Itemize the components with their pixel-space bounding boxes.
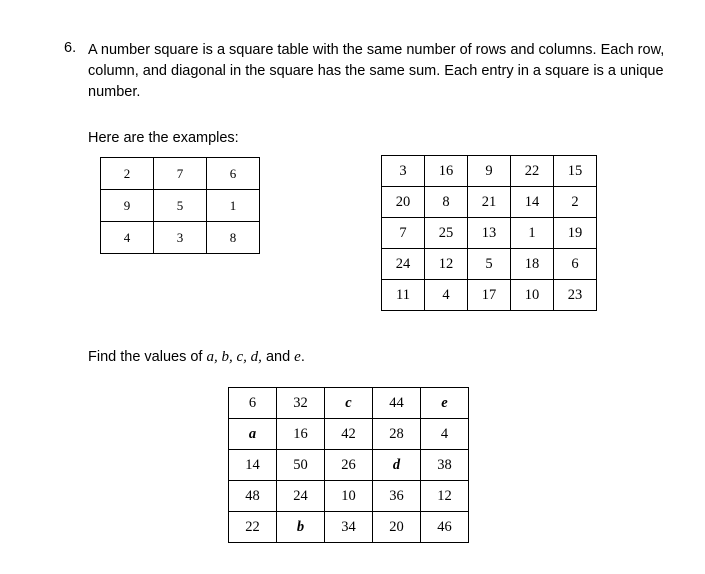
example-5x5-cell: 10 (511, 280, 554, 311)
example-5x5-cell: 1 (511, 218, 554, 249)
example-3x3-cell: 1 (207, 190, 260, 222)
example-5x5-cell: 16 (425, 156, 468, 187)
problem-cell: 42 (325, 419, 373, 450)
example-5x5-row (382, 280, 597, 311)
example-3x3-cell: 9 (101, 190, 154, 222)
example-5x5-cell: 9 (468, 156, 511, 187)
example-5x5-cell: 23 (554, 280, 597, 311)
problem-row (229, 481, 469, 512)
example-3x3-row (101, 190, 260, 222)
problem-cell: 38 (421, 450, 469, 481)
problem-cell: 22 (229, 512, 277, 543)
example-5x5-cell: 21 (468, 187, 511, 218)
problem-cell: 20 (373, 512, 421, 543)
find-prefix: Find the values of (88, 349, 207, 365)
example-3x3-cell: 5 (154, 190, 207, 222)
problem-cell: 32 (277, 388, 325, 419)
question-number: 6. (64, 40, 77, 56)
problem-cell: 50 (277, 450, 325, 481)
example-3x3-cell: 6 (207, 158, 260, 190)
example-5x5-cell: 7 (382, 218, 425, 249)
find-vars: a, b, c, d, (206, 349, 262, 365)
example-5x5-cell: 12 (425, 249, 468, 280)
example-3x3-cell: 7 (154, 158, 207, 190)
example-5x5-row (382, 249, 597, 280)
example-square-5x5 (381, 155, 597, 311)
problem-cell: 36 (373, 481, 421, 512)
example-5x5-cell: 3 (382, 156, 425, 187)
problem-cell: a (229, 419, 277, 450)
example-5x5-row (382, 156, 597, 187)
example-3x3-cell: 8 (207, 222, 260, 254)
example-5x5-cell: 14 (511, 187, 554, 218)
problem-cell: 14 (229, 450, 277, 481)
question-text: A number square is a square table with the same number of rows and columns. Each row, column, and diagonal in the square has the same sum. Each entry in a square is a unique number. (88, 42, 665, 100)
problem-cell: 46 (421, 512, 469, 543)
problem-square (228, 387, 469, 543)
example-5x5-cell: 15 (554, 156, 597, 187)
problem-cell: 16 (277, 419, 325, 450)
example-5x5-cell: 19 (554, 218, 597, 249)
example-5x5-cell: 11 (382, 280, 425, 311)
example-5x5-cell: 13 (468, 218, 511, 249)
problem-cell: c (325, 388, 373, 419)
find-last-var: e (294, 349, 301, 365)
problem-cell: 10 (325, 481, 373, 512)
example-5x5-cell: 24 (382, 249, 425, 280)
example-5x5-cell: 4 (425, 280, 468, 311)
example-5x5-row (382, 187, 597, 218)
example-5x5-cell: 5 (468, 249, 511, 280)
problem-cell: 4 (421, 419, 469, 450)
example-5x5-cell: 8 (425, 187, 468, 218)
example-5x5-cell: 18 (511, 249, 554, 280)
problem-cell: b (277, 512, 325, 543)
find-and: and (261, 349, 295, 365)
problem-row (229, 388, 469, 419)
problem-cell: d (373, 450, 421, 481)
example-5x5-cell: 22 (511, 156, 554, 187)
problem-cell: 26 (325, 450, 373, 481)
example-3x3-cell: 2 (101, 158, 154, 190)
problem-row (229, 419, 469, 450)
example-5x5-row (382, 218, 597, 249)
problem-cell: 6 (229, 388, 277, 419)
examples-intro: Here are the examples: (88, 130, 239, 146)
find-end: . (300, 349, 305, 365)
problem-row (229, 450, 469, 481)
example-5x5-cell: 17 (468, 280, 511, 311)
problem-cell: e (421, 388, 469, 419)
example-5x5-cell: 2 (554, 187, 597, 218)
example-5x5-cell: 20 (382, 187, 425, 218)
problem-cell: 12 (421, 481, 469, 512)
find-instruction (88, 349, 305, 366)
problem-cell: 48 (229, 481, 277, 512)
example-3x3-row (101, 158, 260, 190)
example-3x3-cell: 4 (101, 222, 154, 254)
problem-cell: 28 (373, 419, 421, 450)
problem-cell: 24 (277, 481, 325, 512)
example-3x3-row (101, 222, 260, 254)
example-3x3-cell: 3 (154, 222, 207, 254)
problem-cell: 34 (325, 512, 373, 543)
problem-cell: 44 (373, 388, 421, 419)
example-5x5-cell: 25 (425, 218, 468, 249)
example-square-3x3 (100, 157, 260, 254)
example-5x5-cell: 6 (554, 249, 597, 280)
problem-row (229, 512, 469, 543)
